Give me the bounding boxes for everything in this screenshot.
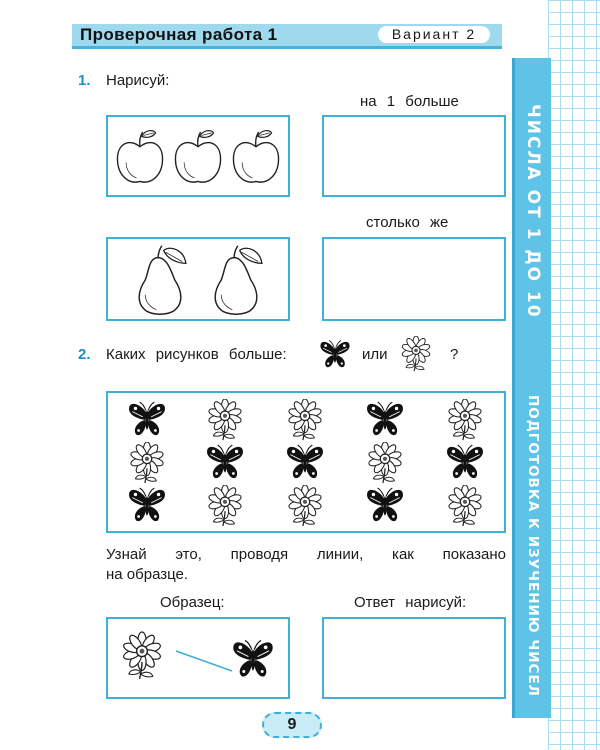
pear-icon (130, 243, 190, 317)
butterfly-icon (447, 445, 483, 478)
answer-box-one-more[interactable] (322, 115, 506, 197)
butterfly-icon (318, 338, 352, 372)
butterfly-icon (367, 402, 403, 435)
grid-paper-strip (548, 0, 600, 750)
task-2-note-line-1: Узнай это, проводя линии, как показано (106, 546, 506, 563)
apple-icon (172, 127, 224, 189)
butterfly-icon (230, 637, 276, 683)
label-same-amount: столько же (366, 214, 449, 231)
apple-icon (114, 127, 166, 189)
task-1-number: 1. (78, 72, 91, 89)
butterfly-icon (207, 445, 243, 478)
flower-icon (448, 485, 482, 526)
butterfly-icon (129, 402, 165, 435)
answer-draw-box[interactable] (322, 617, 506, 699)
side-topic: ЧИСЛА ОТ 1 ДО 10 (523, 103, 543, 319)
flower-icon (130, 442, 164, 483)
flower-icon (448, 399, 482, 440)
task-2-question: Каких рисунков больше: (106, 346, 287, 363)
label-one-more: на 1 больше (360, 93, 459, 110)
flower-icon (398, 336, 434, 372)
pictures-grid (108, 393, 504, 531)
flower-icon (288, 485, 322, 526)
page-number: 9 (262, 712, 322, 738)
side-subtopic: ПОДГОТОВКА К ИЗУЧЕНИЮ ЧИСЕЛ (525, 395, 541, 697)
pear-icon (206, 243, 266, 317)
sample-label: Образец: (160, 594, 225, 611)
task-2-note-line-2: на образце. (106, 566, 189, 583)
task-2-question-mark: ? (450, 346, 459, 363)
flower-icon (208, 399, 242, 440)
task-2-or: или (362, 346, 388, 363)
task-2-number: 2. (78, 346, 91, 363)
answer-box-same[interactable] (322, 237, 506, 321)
pictures-grid-box (106, 391, 506, 533)
answer-label: Ответ нарисуй: (354, 594, 467, 611)
flower-icon (368, 442, 402, 483)
variant-badge: Вариант 2 (378, 26, 490, 43)
sample-box (106, 617, 290, 699)
apple-icon (230, 127, 282, 189)
pears-box (106, 237, 290, 321)
flower-icon (208, 485, 242, 526)
flower-icon (288, 399, 322, 440)
butterfly-icon (287, 445, 323, 478)
page-number-badge (262, 712, 322, 738)
butterfly-icon (367, 488, 403, 521)
header-bar (72, 24, 502, 49)
apples-box (106, 115, 290, 197)
butterfly-icon (129, 488, 165, 521)
page-title: Проверочная работа 1 (80, 25, 278, 44)
task-1-instruction: Нарисуй: (106, 72, 170, 89)
side-band (512, 58, 551, 718)
